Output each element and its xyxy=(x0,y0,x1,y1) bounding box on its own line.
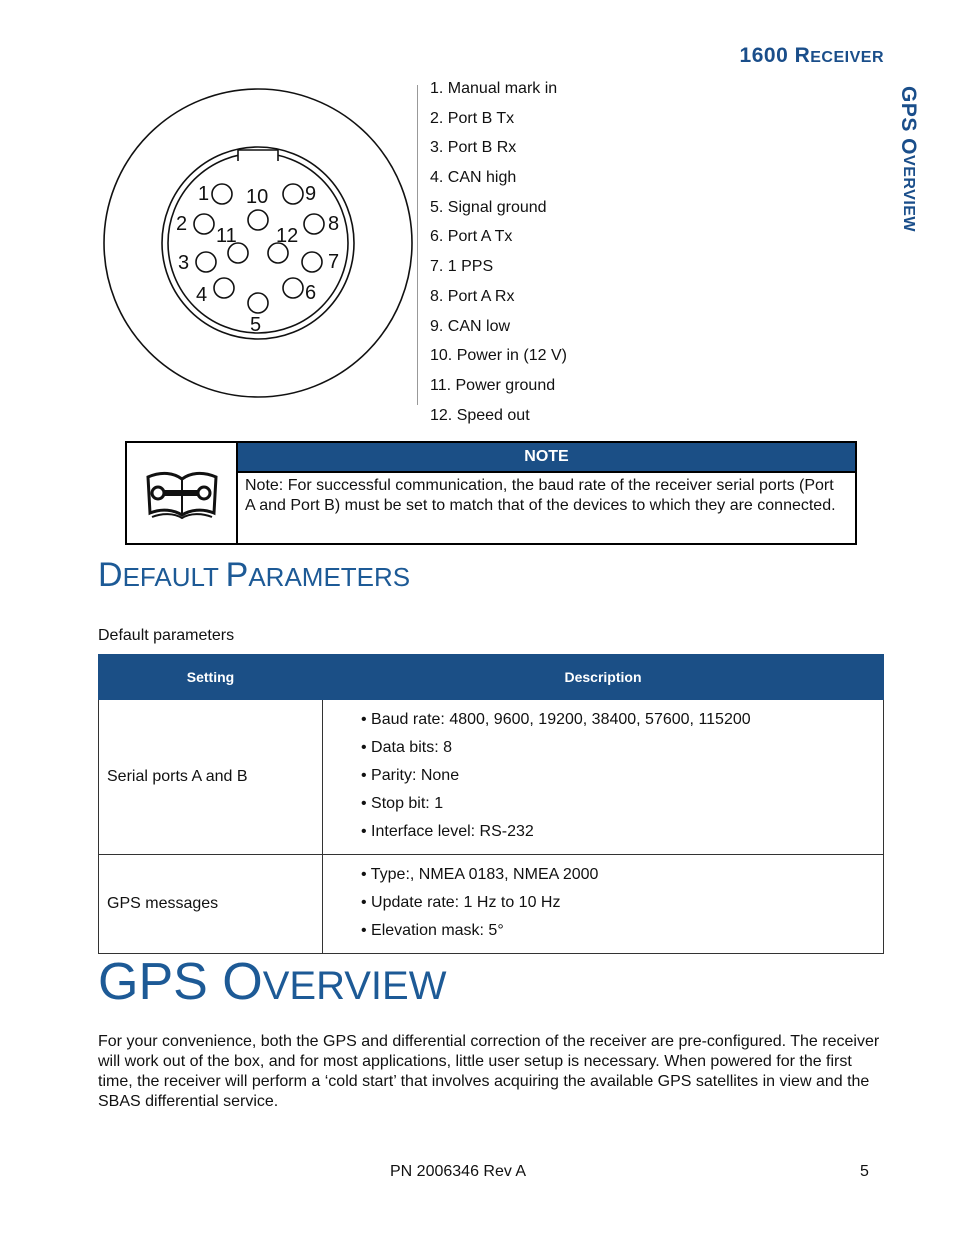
book-wrench-icon xyxy=(142,465,222,521)
connector-pin-label: 2 xyxy=(176,213,188,235)
note-heading: NOTE xyxy=(238,443,855,473)
setting-cell: Serial ports A and B xyxy=(99,700,323,855)
table-row xyxy=(99,855,884,954)
connector-pin-9 xyxy=(283,184,303,204)
connector-pin-label: 12 xyxy=(276,225,299,247)
connector-mid-ring xyxy=(162,147,354,339)
side-tab-rest: VERVIEW xyxy=(900,155,917,233)
setting-cell: GPS messages xyxy=(99,855,323,954)
description-cell xyxy=(323,700,884,855)
connector-pin-6 xyxy=(283,278,303,298)
header-title-rest: ECEIVER xyxy=(810,49,884,66)
gps-overview-paragraph: For your convenience, both the GPS and differential correction of the receiver are pre-configured. The receiver will work out of the box, and for most applications, little user setup is necessary. When powered for the first time, the receiver will perform a ‘cold start’ that involves acquiring the available GPS satellites in view and the SBAS differential service. xyxy=(98,1033,880,1110)
description-bullet: • Stop bit: 1 xyxy=(361,795,444,812)
footer-page-number: 5 xyxy=(860,1163,869,1180)
connector-outer-ring xyxy=(104,89,412,397)
pin-list-item: 6. Port A Tx xyxy=(430,228,513,246)
note-text: Note: For successful communication, the baud rate of the receiver serial ports (Port A and Port B) must be set to match that of the devices to which they are connected. xyxy=(245,477,836,514)
heading-part: ARAMETERS xyxy=(248,562,411,592)
connector-pin-label: 8 xyxy=(328,213,340,235)
description-bullet: • Parity: None xyxy=(361,767,460,784)
side-tab[interactable] xyxy=(896,86,920,232)
pin-list-divider xyxy=(417,85,418,405)
connector-pin-4 xyxy=(214,278,234,298)
heading-part: GPS O xyxy=(98,953,263,1011)
table-caption: Default parameters xyxy=(98,627,235,644)
connector-diagram xyxy=(100,88,416,404)
connector-pin-label: 4 xyxy=(196,284,208,306)
description-bullet: • Type:, NMEA 0183, NMEA 2000 xyxy=(361,866,599,883)
pin-list-item: 1. Manual mark in xyxy=(430,80,558,97)
table-header-row xyxy=(99,655,884,700)
footer-part-number: PN 2006346 Rev A xyxy=(390,1163,527,1180)
pin-list-item: 5. Signal ground xyxy=(430,198,547,216)
default-parameters-table xyxy=(98,654,884,954)
connector-key-mask xyxy=(238,151,278,163)
connector-inner-ring xyxy=(168,153,348,333)
description-bullet: • Data bits: 8 xyxy=(361,739,452,756)
description-bullet: • Baud rate: 4800, 9600, 19200, 38400, 57600, 115200 xyxy=(361,711,751,728)
header-title-start: 1600 R xyxy=(739,44,811,67)
connector-pin-10 xyxy=(248,210,268,230)
default-parameters-heading xyxy=(98,556,410,595)
pin-list-item: 3. Port B Rx xyxy=(430,139,517,157)
connector-pin-label: 6 xyxy=(305,282,317,304)
running-header xyxy=(740,44,884,68)
heading-part: D xyxy=(98,556,123,594)
table-row xyxy=(99,700,884,855)
pin-list-item: 2. Port B Tx xyxy=(430,109,515,127)
pin-list-item: 8. Port A Rx xyxy=(430,287,515,305)
connector-pin-label: 9 xyxy=(305,183,317,205)
heading-part: P xyxy=(225,556,249,594)
pin-list-item: 11. Power ground xyxy=(430,376,556,394)
connector-pin-label: 7 xyxy=(328,251,340,273)
connector-pin-8 xyxy=(304,214,324,234)
connector-pin-label: 1 xyxy=(198,183,210,205)
pin-list-item: 9. CAN low xyxy=(430,317,511,335)
column-header-setting: Setting xyxy=(99,655,323,700)
connector-pin-label: 3 xyxy=(178,252,190,274)
connector-pin-label: 11 xyxy=(216,225,237,247)
description-bullet: • Elevation mask: 5° xyxy=(361,922,504,939)
note-box xyxy=(125,441,857,545)
description-bullet: • Interface level: RS-232 xyxy=(361,823,534,840)
connector-pin-2 xyxy=(194,214,214,234)
pin-list-item: 10. Power in (12 V) xyxy=(430,347,567,365)
connector-pin-label: 10 xyxy=(246,186,269,208)
heading-part: VERVIEW xyxy=(262,964,447,1008)
connector-pin-3 xyxy=(196,252,216,272)
pin-list xyxy=(430,78,567,434)
pin-list-item: 7. 1 PPS xyxy=(430,258,494,276)
connector-pin-7 xyxy=(302,252,322,272)
connector-pin-label: 5 xyxy=(250,314,262,336)
heading-part: EFAULT xyxy=(122,562,226,592)
description-bullet: • Update rate: 1 Hz to 10 Hz xyxy=(361,894,561,911)
gps-overview-heading xyxy=(98,950,446,1018)
description-cell xyxy=(323,855,884,954)
connector-pin-5 xyxy=(248,293,268,313)
pin-list-item: 4. CAN high xyxy=(430,169,517,187)
pin-list-item: 12. Speed out xyxy=(430,406,530,424)
side-tab-start: GPS O xyxy=(897,86,920,156)
connector-pin-1 xyxy=(212,184,232,204)
note-icon-cell xyxy=(127,443,238,543)
column-header-description: Description xyxy=(323,655,884,700)
